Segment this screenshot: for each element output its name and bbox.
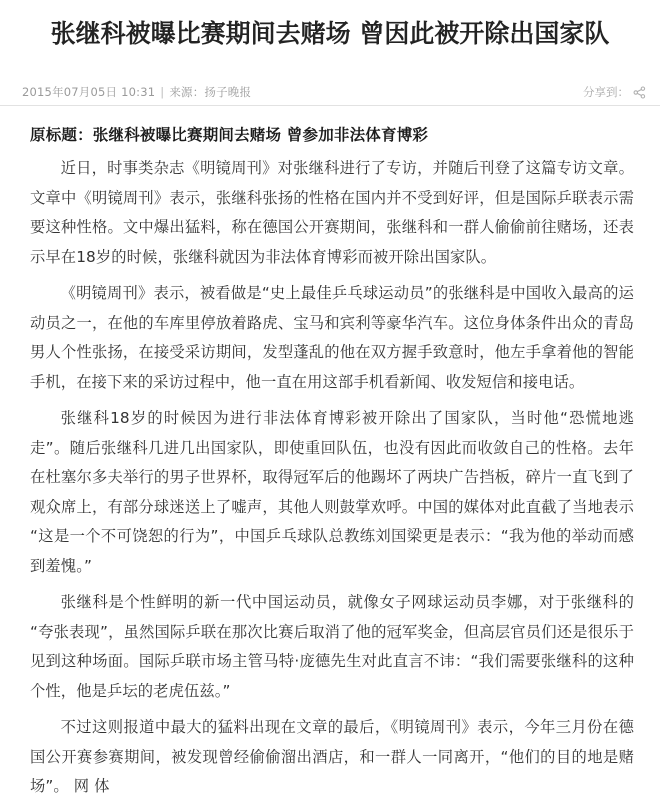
article-paragraph: 《明镜周刊》表示，被看做是“史上最佳乒乓球运动员”的张继科是中国收入最高的运动员之一，在他的车库里停放着路虎、宝马和宾利等豪华汽车。这位身体条件出众的青岛男人个性张扬，在接受采访期间，发型蓬乱的他在双方握手致意时，他左手拿着他的智能手机，在接下来的采访过程中，他一直在用这部手机看新闻、收发短信和接电话。	[30, 284, 634, 391]
share-label: 分享到：	[583, 85, 629, 99]
meta-separator: |	[160, 85, 165, 99]
meta-left-group	[22, 79, 251, 105]
publish-datetime: 2015年07月05日 10:31	[22, 85, 156, 99]
article-paragraph: 张继科18岁的时候因为进行非法体育博彩被开除出了国家队，当时他“恐慌地逃走”。随后张继科几进几出国家队，即使重回队伍，也没有因此而收敛自己的性格。去年在杜塞尔多夫举行的男子世界杯，取得冠军后的他踢坏了两块广告挡板，碎片一直飞到了观众席上，有部分球迷送上了嘘声，其他人则鼓掌欢呼。中国的媒体对此直截了当地表示“这是一个不可饶恕的行为”，中国乒乓球队总教练刘国梁更是表示：“我为他的举动而感到羞愧。”	[30, 409, 634, 575]
article-body	[0, 123, 660, 802]
original-title: 原标题：张继科被曝比赛期间去赌场 曾参加非法体育博彩	[30, 126, 429, 144]
article-paragraph: 不过这则报道中最大的猛料出现在文章的最后，《明镜周刊》表示，今年三月份在德国公开赛参赛期间，被发现曾经偷偷溜出酒店，和一群人一同离开，“他们的目的地是赌场”。 网 体	[30, 718, 634, 795]
page-title: 张继科被曝比赛期间去赌场 曾因此被开除出国家队	[50, 19, 610, 48]
article-meta-bar	[0, 79, 660, 105]
meta-divider	[0, 105, 660, 106]
share-group[interactable]	[583, 79, 646, 105]
article-paragraph: 近日，时事类杂志《明镜周刊》对张继科进行了专访，并随后刊登了这篇专访文章。文章中《明镜周刊》表示，张继科张扬的性格在国内并不受到好评，但是国际乒联表示需要这种性格。文中爆出猛料，称在德国公开赛期间，张继科和一群人偷偷前往赌场，还表示早在18岁的时候，张继科就因为非法体育博彩而被开除出国家队。	[30, 159, 634, 266]
article-paragraph: 张继科是个性鲜明的新一代中国运动员，就像女子网球运动员李娜，对于张继科的“夸张表现”，虽然国际乒联在那次比赛后取消了他的冠军奖金，但高层官员们还是很乐于见到这种场面。国际乒联市场主管马特·庞德先生对此直言不讳：“我们需要张继科的这种个性，他是乒坛的老虎伍兹。”	[30, 593, 634, 700]
article-source: 来源：扬子晚报	[169, 85, 252, 99]
share-icon[interactable]	[633, 86, 646, 99]
